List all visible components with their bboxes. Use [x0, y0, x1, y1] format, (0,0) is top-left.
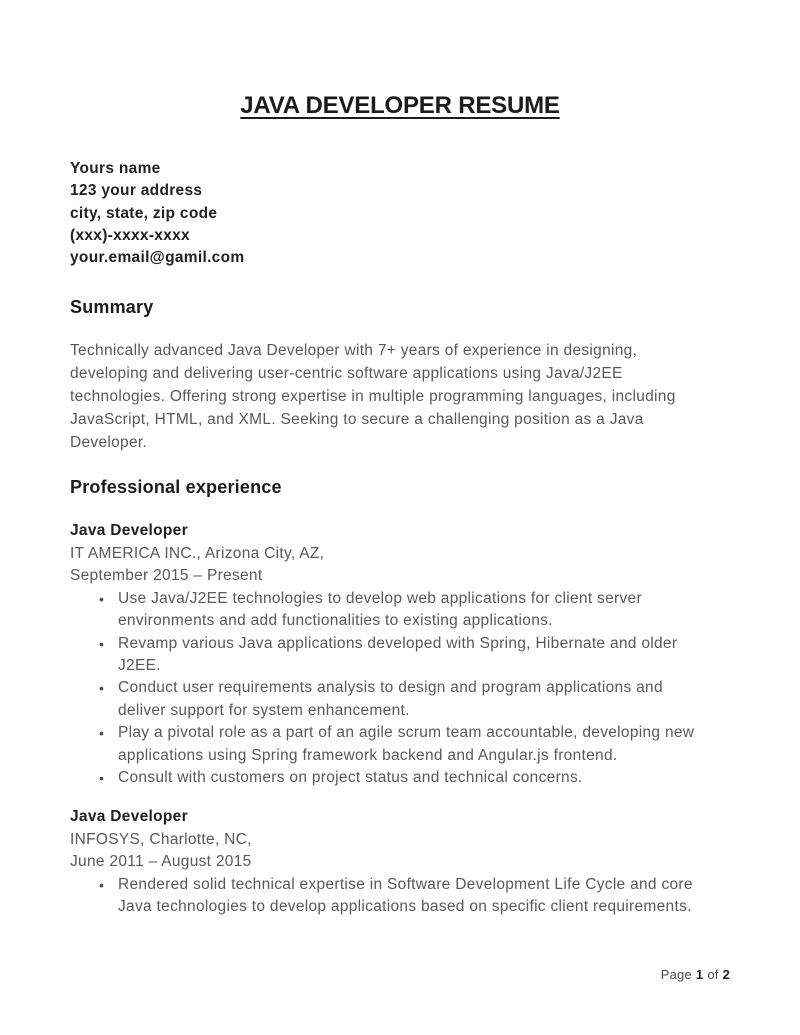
page-number-footer: [661, 967, 730, 982]
job-entry: [70, 806, 730, 918]
bullet-item-text: Play a pivotal role as a part of an agile scrum team accountable, developing new applications using Spring framework backend and Angular.js frontend.: [118, 724, 695, 764]
footer-current-page: 1: [695, 967, 704, 982]
experience-heading: Professional experience: [70, 477, 282, 498]
bullet-item: [70, 722, 730, 767]
bullet-item: [70, 633, 730, 678]
job-title: Java Developer: [70, 808, 188, 826]
bullet-icon: •: [99, 769, 105, 786]
bullet-item: [70, 588, 730, 633]
job-entry: [70, 520, 730, 789]
job-bullet-list: [70, 588, 730, 790]
bullet-icon: •: [99, 635, 105, 652]
job-dates: September 2015 – Present: [70, 567, 263, 585]
document-title: JAVA DEVELOPER RESUME: [240, 92, 560, 119]
bullet-item-text: Rendered solid technical expertise in Software Development Life Cycle and core Java technologies to develop applications based on specific client requirements.: [118, 875, 693, 915]
job-company: IT AMERICA INC., Arizona City, AZ,: [70, 544, 325, 562]
footer-total-pages: 2: [722, 967, 730, 982]
contact-phone: (xxx)-xxxx-xxxx: [70, 226, 190, 244]
contact-address: 123 your address: [70, 182, 203, 200]
bullet-icon: •: [99, 590, 105, 607]
contact-name: Yours name: [70, 160, 161, 177]
footer-page-word: Page: [660, 967, 692, 982]
bullet-item-text: Conduct user requirements analysis to design and program applications and deliver support for system enhancement.: [118, 679, 663, 719]
bullet-item: [70, 767, 730, 789]
contact-city-state-zip: city, state, zip code: [70, 204, 218, 222]
job-dates: June 2011 – August 2015: [70, 853, 252, 871]
bullet-icon: •: [99, 725, 105, 742]
job-title: Java Developer: [70, 522, 188, 540]
job-bullet-list: [70, 874, 730, 919]
bullet-item: [70, 874, 730, 919]
footer-of-word: of: [707, 967, 719, 982]
bullet-icon: •: [99, 680, 105, 697]
bullet-item: [70, 677, 730, 722]
contact-email: your.email@gamil.com: [70, 249, 245, 267]
summary-paragraph: Technically advanced Java Developer with 7+ years of experience in designing, developing and delivering user-centric software applications using Java/J2EE technologies. Offering strong expertise in multiple programming languages, including JavaScript, HTML, and XML. Seeking to secure a challenging position as a Java Developer.: [70, 342, 676, 452]
summary-heading: Summary: [70, 297, 154, 318]
bullet-item-text: Consult with customers on project status and technical concerns.: [118, 768, 583, 786]
job-company: INFOSYS, Charlotte, NC,: [70, 830, 252, 848]
bullet-icon: •: [99, 876, 105, 893]
bullet-item-text: Use Java/J2EE technologies to develop web applications for client server environments and add functionalities to existing applications.: [118, 589, 642, 630]
bullet-item-text: Revamp various Java applications developed with Spring, Hibernate and older J2EE.: [118, 634, 678, 674]
contact-block: [70, 158, 730, 269]
